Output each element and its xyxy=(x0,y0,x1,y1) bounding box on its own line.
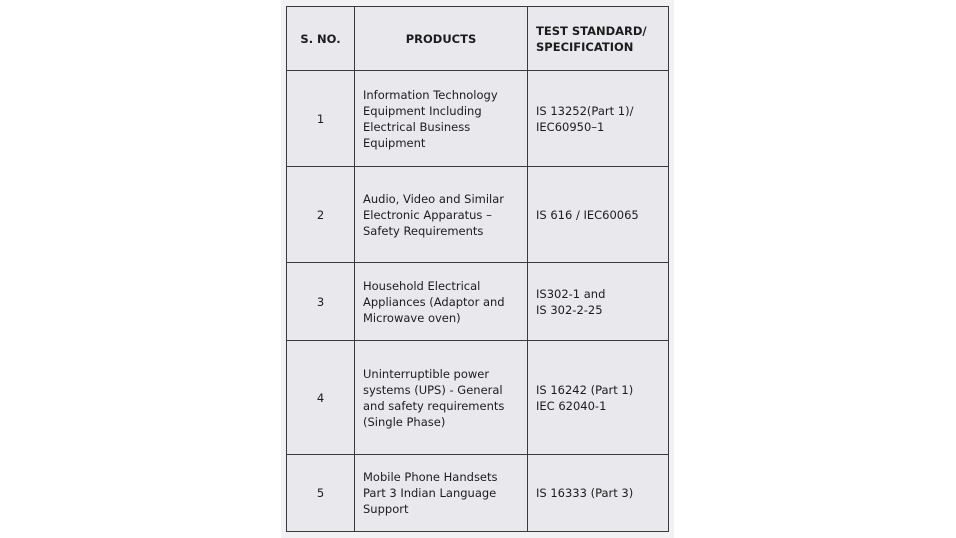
cell-standard: IS 616 / IEC60065 xyxy=(528,167,669,263)
cell-sno: 3 xyxy=(287,263,355,341)
cell-product: Mobile Phone Handsets Part 3 Indian Language Support xyxy=(355,455,528,532)
product-standards-table xyxy=(286,6,669,532)
cell-product: Information Technology Equipment Including Electrical Business Equipment xyxy=(355,71,528,167)
cell-product: Uninterruptible power systems (UPS) - General and safety requirements (Single Phase) xyxy=(355,341,528,455)
header-test-standard: TEST STANDARD/ SPECIFICATION xyxy=(528,7,669,71)
table-row xyxy=(287,167,669,263)
table-row xyxy=(287,455,669,532)
cell-sno: 4 xyxy=(287,341,355,455)
cell-standard: IS 16333 (Part 3) xyxy=(528,455,669,532)
table-header-row xyxy=(287,7,669,71)
cell-product: Audio, Video and Similar Electronic Apparatus – Safety Requirements xyxy=(355,167,528,263)
table-row xyxy=(287,263,669,341)
header-sno: S. NO. xyxy=(287,7,355,71)
cell-sno: 2 xyxy=(287,167,355,263)
cell-product: Household Electrical Appliances (Adaptor and Microwave oven) xyxy=(355,263,528,341)
cell-standard: IS 16242 (Part 1) IEC 62040-1 xyxy=(528,341,669,455)
cell-sno: 1 xyxy=(287,71,355,167)
cell-standard: IS302-1 and IS 302-2-25 xyxy=(528,263,669,341)
cell-sno: 5 xyxy=(287,455,355,532)
cell-standard: IS 13252(Part 1)/ IEC60950–1 xyxy=(528,71,669,167)
table-row xyxy=(287,71,669,167)
header-products: PRODUCTS xyxy=(355,7,528,71)
table-row xyxy=(287,341,669,455)
